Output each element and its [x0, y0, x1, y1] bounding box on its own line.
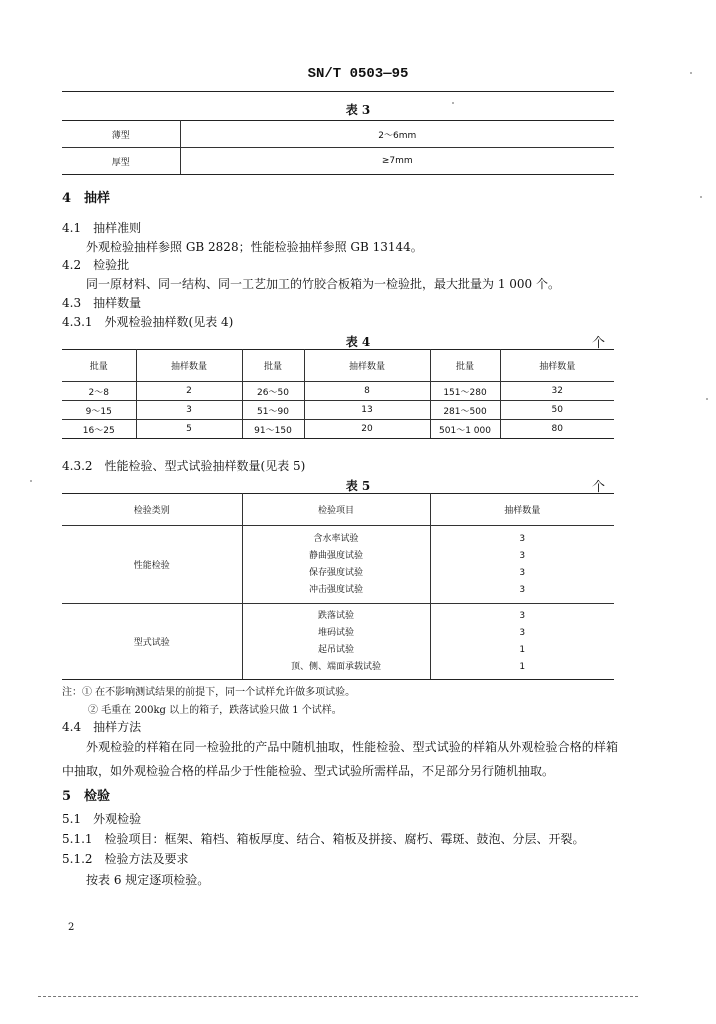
- section-5-1-title: 5.1 外观检验: [62, 812, 142, 826]
- section-4-4-text: 外观检验的样箱在同一检验批的产品中随机抽取，性能检验、型式试验的样箱从外观检验合格的样箱中抽取，如外观检验合格的样品少于性能检验、型式试验所需样品，不足部分另行随机抽取。: [62, 740, 618, 778]
- table4: [62, 349, 614, 439]
- table4-unit: 个: [592, 336, 606, 351]
- column-header: 批量: [242, 350, 304, 382]
- scan-speck: [452, 102, 454, 104]
- table-cell: ≥7mm: [180, 148, 614, 175]
- scan-speck: [690, 72, 692, 74]
- column-header: 检验项目: [242, 494, 430, 526]
- test-item: 静曲强度试验: [308, 550, 363, 561]
- table3: [62, 120, 614, 175]
- page-number: 2: [68, 922, 75, 933]
- table-cell: 501～1 000: [430, 420, 500, 439]
- table-cell: 91～150: [242, 420, 304, 439]
- table5-note-2: ② 毛重在 200kg 以上的箱子，跌落试验只做 1 个试样。: [88, 705, 342, 716]
- table5-note-1: 注：① 在不影响测试结果的前提下，同一个试样允许做多项试验。: [62, 687, 356, 698]
- table-cell: 13: [304, 401, 430, 420]
- test-item: 保存强度试验: [308, 567, 363, 578]
- sample-count: 3: [519, 610, 526, 621]
- table-cell: 281～500: [430, 401, 500, 420]
- section-5-1-2-text: 按表 6 规定逐项检验。: [86, 873, 210, 887]
- table-row: [62, 420, 614, 439]
- sample-count: 1: [519, 661, 526, 672]
- section-4-1-text: 外观检验抽样参照 GB 2828；性能检验抽样参照 GB 13144。: [86, 240, 423, 254]
- section-4-3-2-title: 4.3.2 性能检验、型式试验抽样数量(见表 5): [62, 459, 306, 473]
- scan-speck: [30, 480, 32, 482]
- table-cell: 151～280: [430, 382, 500, 401]
- sample-count: 3: [519, 584, 526, 595]
- category-cell: 性能检验: [62, 526, 242, 604]
- table-cell: 2～8: [62, 382, 136, 401]
- section-5-1-2-title: 5.1.2 检验方法及要求: [62, 852, 189, 866]
- table-cell: 5: [136, 420, 242, 439]
- sample-count: 3: [519, 533, 526, 544]
- table-cell: 2～6mm: [180, 121, 614, 148]
- table-cell: 厚型: [62, 148, 180, 175]
- table-cell: 3: [136, 401, 242, 420]
- section-4-3-title: 4.3 抽样数量: [62, 296, 142, 310]
- table5: [62, 493, 614, 680]
- items-cell: [242, 604, 430, 680]
- table-cell: 32: [500, 382, 614, 401]
- sample-count: 3: [519, 567, 526, 578]
- scan-speck: [706, 398, 708, 400]
- section-5-1-1-text: 5.1.1 检验项目：框架、箱档、箱板厚度、结合、箱板及拼接、腐朽、霉斑、鼓泡、分层、开裂。: [62, 832, 585, 846]
- column-header: 批量: [62, 350, 136, 382]
- column-header: 抽样数量: [500, 350, 614, 382]
- test-item: 起吊试验: [317, 644, 354, 655]
- test-item: 堆码试验: [317, 627, 354, 638]
- test-item: 顶、侧、端面承载试验: [290, 661, 381, 672]
- scan-border: [38, 996, 638, 997]
- table5-unit: 个: [592, 480, 606, 495]
- table-cell: 薄型: [62, 121, 180, 148]
- table-cell: 80: [500, 420, 614, 439]
- table-cell: 2: [136, 382, 242, 401]
- table-header-row: [62, 494, 614, 526]
- column-header: 抽样数量: [430, 494, 614, 526]
- sample-count: 1: [519, 644, 526, 655]
- table-cell: 26～50: [242, 382, 304, 401]
- sample-count: 3: [519, 550, 526, 561]
- table-row: [62, 526, 614, 604]
- table-cell: 51～90: [242, 401, 304, 420]
- table-row: [62, 604, 614, 680]
- table-cell: 50: [500, 401, 614, 420]
- table5-caption: 表 5: [345, 479, 371, 493]
- counts-cell: [430, 526, 614, 604]
- test-item: 跌落试验: [317, 610, 354, 621]
- table-cell: 9～15: [62, 401, 136, 420]
- test-item: 冲击强度试验: [308, 584, 363, 595]
- section-4-heading: 4 抽样: [62, 191, 111, 206]
- section-4-1-title: 4.1 抽样准则: [62, 221, 142, 235]
- table-row: [62, 382, 614, 401]
- table-row: [62, 148, 614, 175]
- section-4-4-title: 4.4 抽样方法: [62, 720, 142, 734]
- section-4-3-1-title: 4.3.1 外观检验抽样数(见表 4): [62, 315, 234, 329]
- items-cell: [242, 526, 430, 604]
- table-cell: 16～25: [62, 420, 136, 439]
- column-header: 检验类别: [62, 494, 242, 526]
- counts-cell: [430, 604, 614, 680]
- table-header-row: [62, 350, 614, 382]
- table3-caption: 表 3: [345, 103, 371, 117]
- sample-count: 3: [519, 627, 526, 638]
- section-5-heading: 5 检验: [62, 789, 111, 804]
- category-cell: 型式试验: [62, 604, 242, 680]
- table-cell: 8: [304, 382, 430, 401]
- table4-caption: 表 4: [345, 335, 371, 349]
- section-4-2-title: 4.2 检验批: [62, 258, 130, 272]
- test-item: 含水率试验: [313, 533, 359, 544]
- scan-speck: [700, 196, 702, 198]
- column-header: 抽样数量: [304, 350, 430, 382]
- table-row: [62, 401, 614, 420]
- table-row: [62, 121, 614, 148]
- section-4-2-text: 同一原材料、同一结构、同一工艺加工的竹胶合板箱为一检验批，最大批量为 1 000 个。: [86, 277, 560, 291]
- column-header: 批量: [430, 350, 500, 382]
- table-cell: 20: [304, 420, 430, 439]
- header-rule: [62, 91, 614, 92]
- document-header: SN/T 0503—95: [307, 66, 409, 82]
- column-header: 抽样数量: [136, 350, 242, 382]
